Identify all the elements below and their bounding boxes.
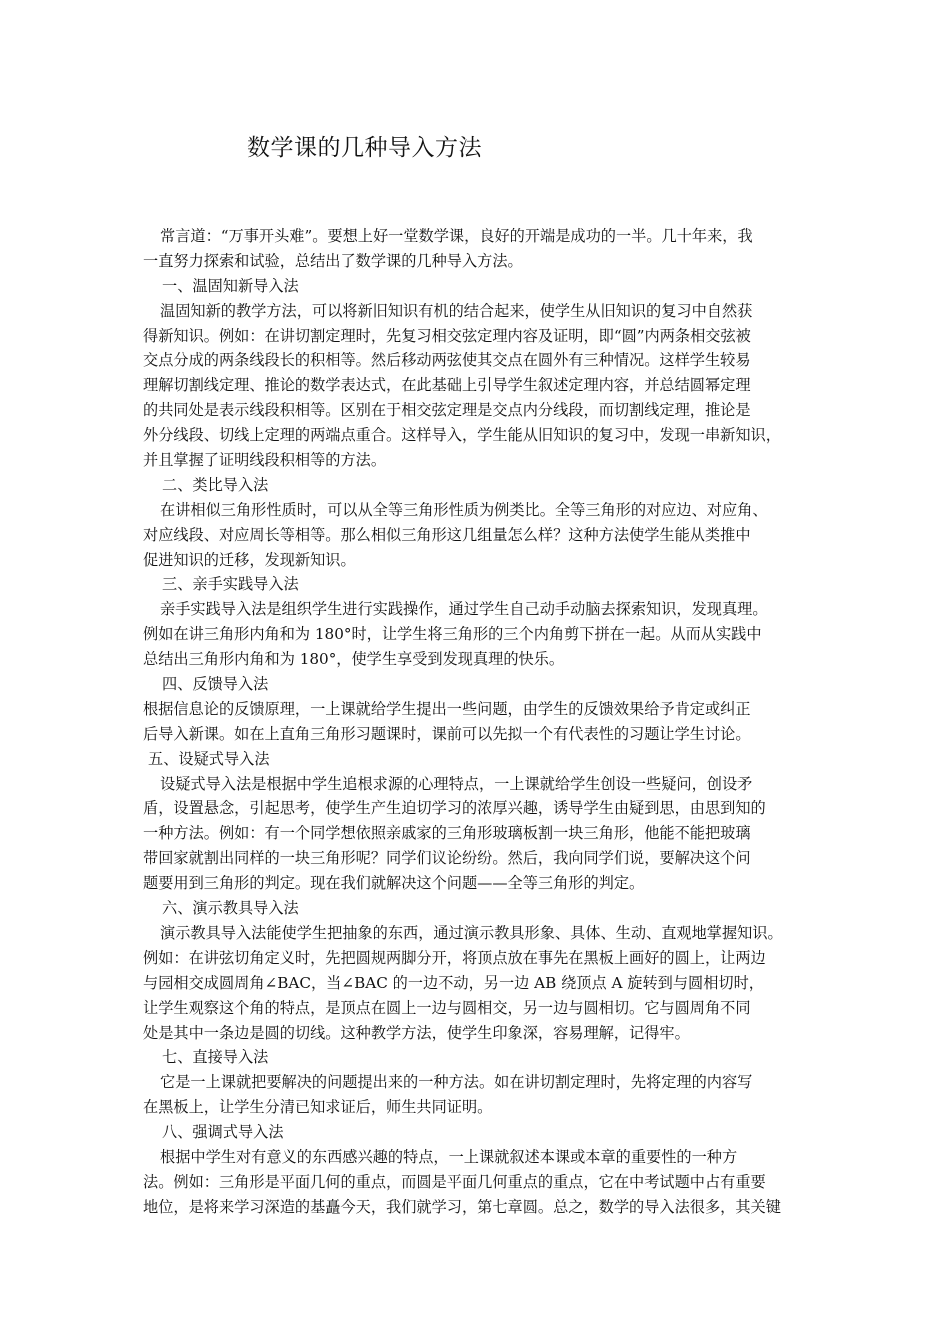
paragraph-line: 亲手实践导入法是组织学生进行实践操作，通过学生自己动手动脑去探索知识，发现真理。 — [160, 600, 768, 619]
paragraph-line: 一直努力探索和试验，总结出了数学课的几种导入方法。 — [143, 251, 523, 270]
paragraph-line: 法。例如：三角形是平面几何的重点，而圆是平面几何重点的重点，它在中考试题中占有重要 — [143, 1172, 766, 1191]
paragraph-line: 得新知识。例如：在讲切割定理时，先复习相交弦定理内容及证明，即“圆”内两条相交弦被 — [143, 326, 751, 345]
section-heading: 七、直接导入法 — [162, 1048, 269, 1067]
paragraph-line: 对应线段、对应周长等相等。那么相似三角形这几组量怎么样？这种方法使学生能从类推中 — [143, 525, 751, 544]
document-body — [143, 224, 823, 1220]
paragraph-line: 理解切割线定理、推论的数学表达式，在此基础上引导学生叙述定理内容，并总结圆幂定理 — [143, 376, 751, 395]
paragraph-line: 例如：在讲弦切角定义时，先把圆规两脚分开，将顶点放在事先在黑板上画好的圆上，让两边 — [143, 948, 766, 967]
paragraph-line: 促进知识的迁移，发现新知识。 — [143, 550, 356, 569]
paragraph-line: 盾，设置悬念，引起思考，使学生产生迫切学习的浓厚兴趣，诱导学生由疑到思，由思到知的 — [143, 799, 766, 818]
paragraph-line: 它是一上课就把要解决的问题提出来的一种方法。如在讲切割定理时，先将定理的内容写 — [160, 1073, 753, 1092]
paragraph-line: 交点分成的两条线段长的积相等。然后移动两弦使其交点在圆外有三种情况。这样学生较易 — [143, 351, 751, 370]
paragraph-line: 让学生观察这个角的特点，是顶点在圆上一边与圆相交，另一边与圆相切。它与圆周角不同 — [143, 998, 751, 1017]
paragraph-line: 常言道：“万事开头难”。要想上好一堂数学课，良好的开端是成功的一半。几十年来，我 — [160, 227, 753, 245]
paragraph-line: 根据中学生对有意义的东西感兴趣的特点，一上课就叙述本课或本章的重要性的一种方 — [160, 1147, 738, 1166]
document-title: 数学课的几种导入方法 — [247, 135, 482, 161]
paragraph-line: 与园相交成圆周角∠BAC，当∠BAC 的一边不动，另一边 AB 绕顶点 A 旋转到与圆相切时， — [143, 973, 764, 992]
paragraph-line: 并且掌握了证明线段积相等的方法。 — [143, 451, 386, 470]
paragraph-line: 演示教具导入法能使学生把抽象的东西，通过演示教具形象、具体、生动、直观地掌握知识。 — [160, 923, 783, 942]
section-heading: 二、类比导入法 — [162, 475, 269, 494]
paragraph-line: 总结出三角形内角和为 180°，使学生享受到发现真理的快乐。 — [143, 650, 565, 669]
paragraph-line: 设疑式导入法是根据中学生追根求源的心理特点，一上课就给学生创设一些疑问，创设矛 — [160, 774, 753, 793]
section-heading: 六、演示教具导入法 — [162, 899, 299, 918]
paragraph-line: 在讲相似三角形性质时，可以从全等三角形性质为例类比。全等三角形的对应边、对应角、 — [160, 500, 768, 519]
paragraph-line: 的共同处是表示线段积相等。区别在于相交弦定理是交点内分线段，而切割线定理，推论是 — [143, 401, 751, 420]
section-heading: 一、温固知新导入法 — [162, 276, 299, 295]
section-heading: 五、设疑式导入法 — [148, 749, 270, 768]
paragraph-line: 后导入新课。如在上直角三角形习题课时，课前可以先拟一个有代表性的习题让学生讨论。 — [143, 724, 751, 743]
paragraph-line: 题要用到三角形的判定。现在我们就解决这个问题——全等三角形的判定。 — [143, 874, 645, 893]
paragraph-line: 温固知新的教学方法，可以将新旧知识有机的结合起来，使学生从旧知识的复习中自然获 — [160, 301, 753, 320]
paragraph-line: 外分线段、切线上定理的两端点重合。这样导入，学生能从旧知识的复习中，发现一串新知识， — [143, 426, 781, 445]
section-heading: 三、亲手实践导入法 — [162, 575, 299, 594]
paragraph-line: 例如在讲三角形内角和为 180°时，让学生将三角形的三个内角剪下拼在一起。从而从实践中 — [143, 625, 762, 644]
section-heading: 四、反馈导入法 — [162, 675, 269, 694]
paragraph-line: 带回家就割出同样的一块三角形呢？同学们议论纷纷。然后，我向同学们说，要解决这个问 — [143, 849, 751, 868]
section-heading: 八、强调式导入法 — [162, 1123, 284, 1142]
paragraph-line: 处是其中一条边是圆的切线。这种教学方法，使学生印象深，容易理解，记得牢。 — [143, 1023, 690, 1042]
paragraph-line: 地位，是将来学习深造的基矗今天，我们就学习，第七章圆。总之，数学的导入法很多，其关键 — [143, 1197, 781, 1216]
paragraph-line: 根据信息论的反馈原理，一上课就给学生提出一些问题，由学生的反馈效果给予肯定或纠正 — [143, 699, 751, 718]
paragraph-line: 一种方法。例如：有一个同学想依照亲戚家的三角形玻璃板割一块三角形，他能不能把玻璃 — [143, 824, 751, 843]
paragraph-line: 在黑板上，让学生分清已知求证后，师生共同证明。 — [143, 1098, 493, 1117]
